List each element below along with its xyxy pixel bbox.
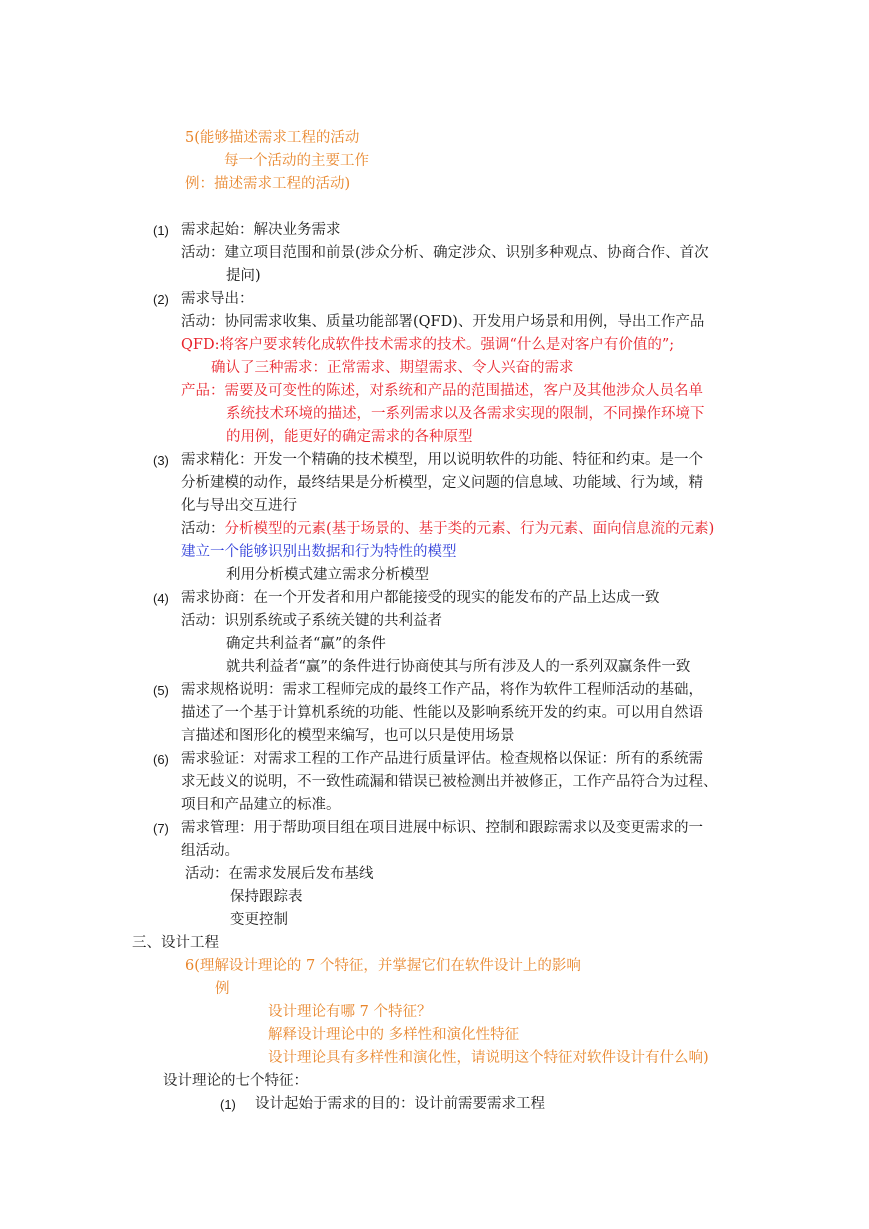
item-title: 需求验证：对需求工程的工作产品进行质量评估。检查规格以保证：所有的系统需	[181, 751, 703, 767]
objective-heading: 5(能够描述需求工程的活动	[185, 130, 360, 146]
item-body-line: 言描述和图形化的模型来编写，也可以只是使用场景	[181, 728, 515, 744]
item-title: 需求起始：解决业务需求	[181, 222, 341, 238]
objective-example: 例	[215, 981, 230, 997]
item-title: 需求管理：用于帮助项目组在项目进展中标识、控制和跟踪需求以及变更需求的一	[181, 820, 703, 836]
requirement-types-line: 确认了三种需求：正常需求、期望需求、令人兴奋的需求	[211, 360, 574, 376]
item-number: (1)	[153, 223, 169, 238]
product-line: 的用例，能更好的确定需求的各种原型	[226, 429, 473, 445]
model-line: 建立一个能够识别出数据和行为特性的模型	[181, 544, 457, 560]
activity-line: 活动：建立项目范围和前景(涉众分析、确定涉众、识别多种观点、协商合作、首次	[181, 245, 709, 261]
activity-line: 利用分析模式建立需求分析模型	[226, 567, 429, 583]
activity-line: 活动：协同需求收集、质量功能部署(QFD)、开发用户场景和用例，导出工作产品	[181, 314, 705, 330]
item-body-line: 求无歧义的说明，不一致性疏漏和错误已被检测出并被修正，工作产品符合为过程、	[181, 774, 718, 790]
objective-subline: 每一个活动的主要工作	[224, 153, 369, 169]
item-title: 设计起始于需求的目的：设计前需要需求工程	[255, 1096, 545, 1112]
item-body-line: 组活动。	[181, 843, 239, 859]
item-body-line: 项目和产品建立的标准。	[181, 797, 341, 813]
activity-line: 确定共利益者“赢”的条件	[226, 636, 386, 652]
item-number: (7)	[153, 821, 169, 836]
activity-line: 活动：识别系统或子系统关键的共利益者	[181, 613, 442, 629]
item-number: (5)	[153, 683, 169, 698]
item-body-line: 分析建模的动作，最终结果是分析模型，定义问题的信息域、功能域、行为域，精	[181, 475, 703, 491]
qfd-line: QFD:将客户要求转化成软件技术需求的技术。强调“什么是对客户有价值的”;	[181, 337, 675, 353]
activity-line: 活动：在需求发展后发布基线	[185, 866, 374, 882]
activity-line: 提问)	[226, 268, 261, 284]
subsection-heading: 设计理论的七个特征：	[163, 1073, 308, 1089]
objective-question: 设计理论有哪 7 个特征？	[268, 1004, 432, 1020]
activity-line	[181, 518, 714, 541]
item-number: (3)	[153, 453, 169, 468]
activity-label: 活动：	[181, 521, 225, 537]
item-body-line: 化与导出交互进行	[181, 498, 297, 514]
product-line: 产品：需要及可变性的陈述，对系统和产品的范围描述，客户及其他涉众人员名单	[181, 383, 703, 399]
objective-heading: 6(理解设计理论的 7 个特征，并掌握它们在软件设计上的影响	[185, 958, 581, 974]
item-title: 需求精化：开发一个精确的技术模型，用以说明软件的功能、特征和约束。是一个	[181, 452, 703, 468]
item-title: 需求协商：在一个开发者和用户都能接受的现实的能发布的产品上达成一致	[181, 590, 660, 606]
activity-line: 保持跟踪表	[230, 889, 303, 905]
objective-example: 例：描述需求工程的活动)	[185, 176, 351, 192]
item-body-line: 描述了一个基于计算机系统的功能、性能以及影响系统开发的约束。可以用自然语	[181, 705, 703, 721]
section-heading: 三、设计工程	[132, 935, 219, 951]
item-title: 需求规格说明：需求工程师完成的最终工作产品，将作为软件工程师活动的基础，	[181, 682, 703, 698]
activity-line: 就共利益者“赢”的条件进行协商使其与所有涉及人的一系列双赢条件一致	[226, 659, 691, 675]
product-line: 系统技术环境的描述，一系列需求以及各需求实现的限制，不同操作环境下	[226, 406, 705, 422]
activity-elements: 分析模型的元素(基于场景的、基于类的元素、行为元素、面向信息流的元素)	[224, 521, 715, 537]
item-number: (2)	[153, 292, 169, 307]
item-title: 需求导出：	[181, 291, 254, 307]
item-number: (4)	[153, 591, 169, 606]
item-number: (1)	[220, 1097, 236, 1112]
objective-question: 解释设计理论中的 多样性和演化性特征	[268, 1027, 520, 1043]
item-number: (6)	[153, 752, 169, 767]
activity-line: 变更控制	[230, 912, 288, 928]
objective-question: 设计理论具有多样性和演化性，请说明这个特征对软件设计有什么响)	[268, 1050, 709, 1066]
